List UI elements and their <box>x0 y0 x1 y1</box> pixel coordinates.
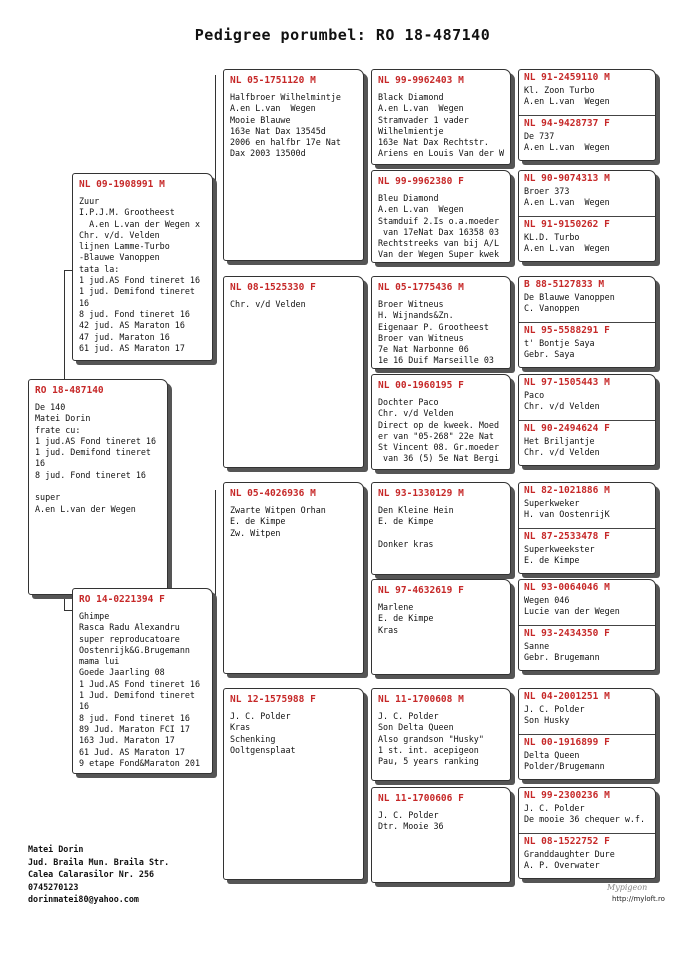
bird-details: t' Bontje Saya Gebr. Saya <box>524 338 595 360</box>
great-grandparent-card <box>371 482 511 575</box>
bird-ring-id: NL 08-1522752 F <box>524 836 610 847</box>
gen4-pair-card <box>518 374 656 466</box>
bird-details: J. C. Polder Son Husky <box>524 704 585 726</box>
bird-ring-id: NL 82-1021886 M <box>524 485 610 496</box>
gen4-pair-card <box>518 688 656 780</box>
gen4-bird <box>519 375 655 420</box>
bird-details: Wegen 046 Lucie van der Wegen <box>524 595 620 617</box>
gen4-bird <box>519 788 655 833</box>
bird-details: De 140 Matei Dorin frate cu: 1 jud.AS Fond tineret 16 1 jud. Demifond tineret 16 8 jud. Fond tineret 16 super A.en L.van der Wegen <box>35 402 157 514</box>
bird-ring-id: NL 91-9150262 F <box>524 219 610 230</box>
gen4-bird <box>519 70 655 115</box>
bird-ring-id: NL 11-1700608 M <box>378 694 464 705</box>
bird-ring-id: NL 00-1916899 F <box>524 737 610 748</box>
bird-ring-id: NL 12-1575988 F <box>230 694 316 705</box>
bird-details: Kl. Zoon Turbo A.en L.van Wegen <box>524 85 610 107</box>
great-grandparent-card <box>371 374 511 470</box>
bird-details: KL.D. Turbo A.en L.van Wegen <box>524 232 610 254</box>
gen4-pair-card <box>518 170 656 262</box>
site-url[interactable]: http://myloft.ro <box>612 895 665 903</box>
bird-ring-id: NL 00-1960195 F <box>378 380 464 391</box>
bird-details: De Blauwe Vanoppen C. Vanoppen <box>524 292 615 314</box>
bird-details: Superkweekster E. de Kimpe <box>524 544 595 566</box>
bird-ring-id: RO 18-487140 <box>35 385 104 396</box>
bird-ring-id: NL 93-2434350 F <box>524 628 610 639</box>
gen4-bird <box>519 833 655 878</box>
bird-ring-id: NL 08-1525330 F <box>230 282 316 293</box>
bird-ring-id: NL 05-4026936 M <box>230 488 316 499</box>
breeder-contact <box>28 843 169 906</box>
bird-details: Black Diamond A.en L.van Wegen Stramvader 1 vader Wilhelmientje 163e Nat Dax Rechtstr. Ariens en Louis Van der W <box>378 92 505 159</box>
bird-details: Paco Chr. v/d Velden <box>524 390 600 412</box>
bird-details: Bleu Diamond A.en L.van Wegen Stamduif 2.Is o.a.moeder van 17eNat Dax 16358 03 Rechtstreeks van bij A/L Van der Wegen Super kwek <box>378 193 500 260</box>
bird-ring-id: NL 05-1751120 M <box>230 75 316 86</box>
grandparent-card <box>223 276 364 468</box>
gen4-pair-card <box>518 579 656 671</box>
bird-ring-id: NL 94-9428737 F <box>524 118 610 129</box>
bird-details: Zuur I.P.J.M. Grootheest A.en L.van der Wegen x Chr. v/d. Velden lijnen Lamme-Turbo -Blauwe Vanoppen tata la: 1 jud.AS Fond tineret 16 1 jud. Demifond tineret 16 8 jud. Fond tineret 16 42 jud. AS Maraton 16 47 jud. Maraton 16 61 jud. AS Maraton 17 <box>79 196 201 353</box>
bird-details: Delta Queen Polder/Brugemann <box>524 750 605 772</box>
bird-details: Broer Witneus H. Wijnands&Zn. Eigenaar P. Grootheest Broer van Witneus 7e Nat Narbonne 06 1e 16 Duif Marseille 03 <box>378 299 494 366</box>
bird-ring-id: NL 93-1330129 M <box>378 488 464 499</box>
bird-details: Broer 373 A.en L.van Wegen <box>524 186 610 208</box>
bird-details: De 737 A.en L.van Wegen <box>524 131 610 153</box>
dam-connector-h <box>64 610 72 611</box>
dam-parents-connector <box>215 490 216 740</box>
bird-ring-id: NL 90-2494624 F <box>524 423 610 434</box>
bird-ring-id: NL 99-2300236 M <box>524 790 610 801</box>
bird-details: Marlene E. de Kimpe Kras <box>378 602 434 635</box>
sire-card <box>72 173 213 361</box>
gen4-bird <box>519 528 655 573</box>
gen4-bird <box>519 171 655 216</box>
gen4-pair-card <box>518 276 656 368</box>
grandparent-card <box>223 688 364 880</box>
gen4-bird <box>519 625 655 670</box>
sire-connector-h <box>64 270 72 271</box>
bird-ring-id: RO 14-0221394 F <box>79 594 165 605</box>
great-grandparent-card <box>371 170 511 263</box>
great-grandparent-card <box>371 688 511 781</box>
gen4-bird <box>519 483 655 528</box>
grandparent-card <box>223 482 364 674</box>
bird-ring-id: NL 93-0064046 M <box>524 582 610 593</box>
bird-details: Chr. v/d Velden <box>230 299 306 309</box>
dam-card <box>72 588 213 774</box>
bird-ring-id: NL 99-9962380 F <box>378 176 464 187</box>
site-logo: Mypigeon <box>607 883 648 892</box>
gen4-bird <box>519 734 655 779</box>
bird-details: Dochter Paco Chr. v/d Velden Direct op de kweek. Moed er van "05-268" 22e Nat St Vincent 08. Gr.moeder van 36 (5) 5e Nat Bergi <box>378 397 500 464</box>
bird-ring-id: NL 91-2459110 M <box>524 72 610 83</box>
bird-ring-id: NL 87-2533478 F <box>524 531 610 542</box>
gen4-bird <box>519 115 655 160</box>
gen4-bird <box>519 420 655 465</box>
sire-parents-connector <box>215 75 216 290</box>
bird-details: J. C. Polder Kras Schenking Ooltgensplaat <box>230 711 296 755</box>
bird-details: Ghimpe Rasca Radu Alexandru super reproducatoare Oostenrijk&G.Brugemann mama lui Goede Jaarling 08 1 Jud.AS Fond tineret 16 1 Jud. Demifond tineret 16 8 jud. Fond tineret 16 89 Jud. Maraton FCI 17 163 Jud. Maraton 17 61 Jud. AS Maraton 17 9 etape Fond&Maraton 201 <box>79 611 201 768</box>
bird-details: Granddaughter Dure A. P. Overwater <box>524 849 615 871</box>
gen4-bird <box>519 277 655 322</box>
main-bird-card <box>28 379 168 595</box>
gen4-bird <box>519 322 655 367</box>
bird-ring-id: B 88-5127833 M <box>524 279 605 290</box>
gen4-bird <box>519 580 655 625</box>
bird-details: J. C. Polder Son Delta Queen Also grandson "Husky" 1 st. int. acepigeon Pau, 5 years ranking <box>378 711 484 767</box>
bird-ring-id: NL 97-4632619 F <box>378 585 464 596</box>
gen4-bird <box>519 216 655 261</box>
grandparent-card <box>223 69 364 261</box>
great-grandparent-card <box>371 787 511 883</box>
bird-details: Den Kleine Hein E. de Kimpe Donker kras <box>378 505 454 549</box>
bird-ring-id: NL 99-9962403 M <box>378 75 464 86</box>
bird-details: Sanne Gebr. Brugemann <box>524 641 600 663</box>
bird-ring-id: NL 97-1505443 M <box>524 377 610 388</box>
bird-ring-id: NL 95-5588291 F <box>524 325 610 336</box>
bird-details: Zwarte Witpen Orhan E. de Kimpe Zw. Witpen <box>230 505 326 538</box>
bird-ring-id: NL 11-1700606 F <box>378 793 464 804</box>
gen4-pair-card <box>518 787 656 879</box>
bird-ring-id: NL 09-1908991 M <box>79 179 165 190</box>
gen4-bird <box>519 689 655 734</box>
great-grandparent-card <box>371 276 511 369</box>
bird-details: Halfbroer Wilhelmintje A.en L.van Wegen Mooie Blauwe 163e Nat Dax 13545d 2006 en halfbr 17e Nat Dax 2003 13500d <box>230 92 341 159</box>
page-title: Pedigree porumbel: RO 18-487140 <box>194 26 491 44</box>
bird-ring-id: NL 90-9074313 M <box>524 173 610 184</box>
bird-ring-id: NL 04-2001251 M <box>524 691 610 702</box>
gen4-pair-card <box>518 69 656 161</box>
bird-ring-id: NL 05-1775436 M <box>378 282 464 293</box>
breeder-contact-text: Matei Dorin Jud. Braila Mun. Braila Str. Calea Calarasilor Nr. 256 0745270123 dorinmatei80@yahoo.com <box>28 844 170 905</box>
bird-details: Superkweker H. van OostenrijK <box>524 498 610 520</box>
great-grandparent-card <box>371 69 511 165</box>
bird-details: J. C. Polder Dtr. Mooie 36 <box>378 810 444 832</box>
bird-details: J. C. Polder De mooie 36 chequer w.f. <box>524 803 646 825</box>
great-grandparent-card <box>371 579 511 675</box>
bird-details: Het Briljantje Chr. v/d Velden <box>524 436 600 458</box>
gen4-pair-card <box>518 482 656 574</box>
